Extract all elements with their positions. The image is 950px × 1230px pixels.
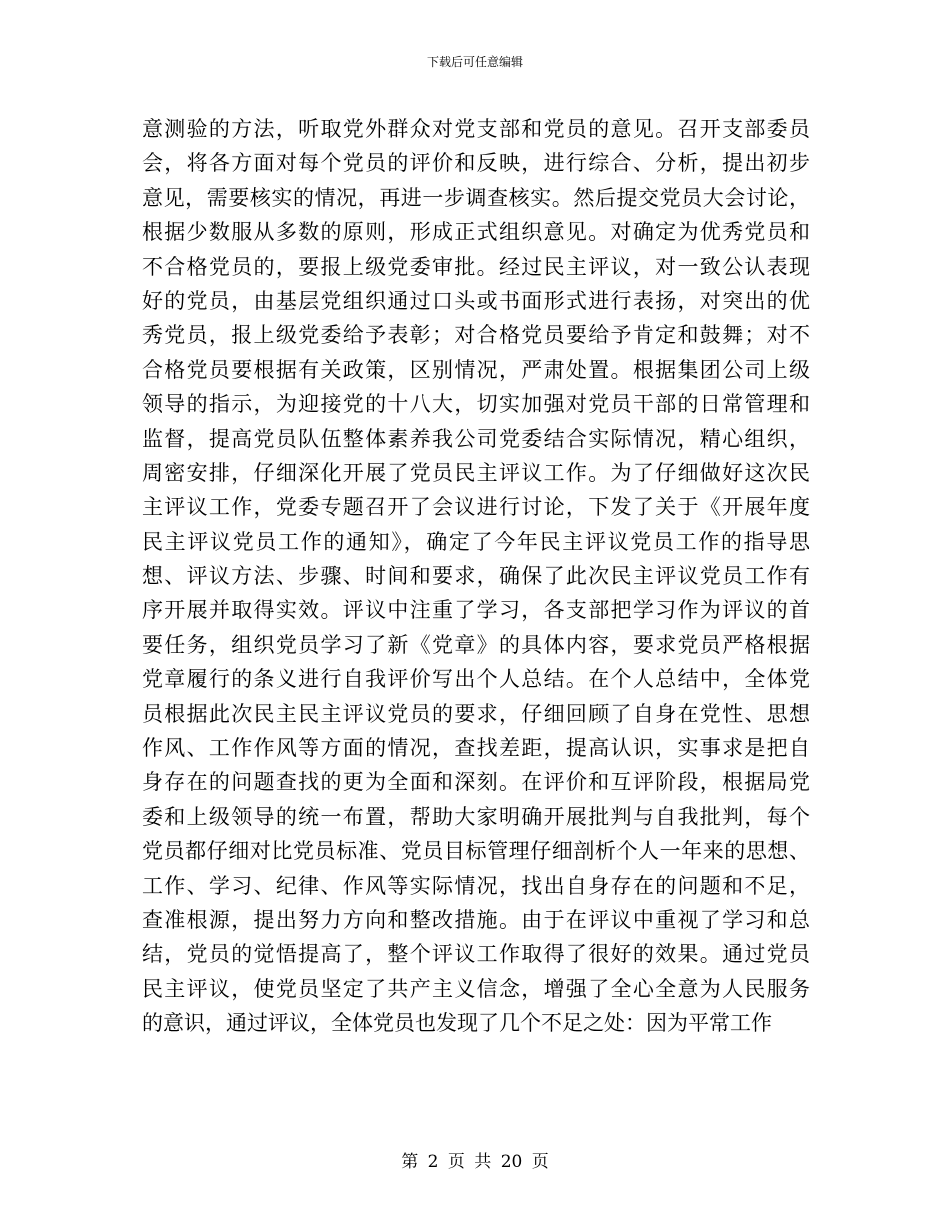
body-line: 员根据此次民主民主评议党员的要求，仔细回顾了自身在党性、思想 [142, 701, 810, 726]
body-line: 领导的指示，为迎接党的十八大，切实加强对党员干部的日常管理和 [142, 392, 810, 417]
page-header: 下载后可任意编辑 [426, 55, 523, 69]
body-line: 合格党员要根据有关政策，区别情况，严肃处置。根据集团公司上级 [142, 357, 810, 382]
body-line: 民主评议，使党员坚定了共产主义信念，增强了全心全意为人民服务 [142, 976, 810, 1001]
document-body [142, 112, 810, 1041]
body-line: 监督，提高党员队伍整体素养我公司党委结合实际情况，精心组织， [142, 426, 810, 451]
body-line: 会，将各方面对每个党员的评价和反映，进行综合、分析，提出初步 [142, 151, 810, 176]
body-line: 要任务，组织党员学习了新《党章》的具体内容，要求党员严格根据 [142, 632, 810, 657]
body-line: 周密安排，仔细深化开展了党员民主评议工作。为了仔细做好这次民 [142, 460, 810, 485]
body-line: 民主评议党员工作的通知》，确定了今年民主评议党员工作的指导思 [142, 529, 810, 554]
body-line: 序开展并取得实效。评议中注重了学习，各支部把学习作为评议的首 [142, 598, 810, 623]
body-line: 秀党员，报上级党委给予表彰；对合格党员要给予肯定和鼓舞；对不 [142, 323, 810, 348]
body-line: 查准根源，提出努力方向和整改措施。由于在评议中重视了学习和总 [142, 907, 810, 932]
body-line: 党员都仔细对比党员标准、党员目标管理仔细剖析个人一年来的思想、 [142, 839, 810, 864]
body-line: 身存在的问题查找的更为全面和深刻。在评价和互评阶段，根据局党 [142, 770, 810, 795]
body-line: 结，党员的觉悟提高了，整个评议工作取得了很好的效果。通过党员 [142, 942, 810, 967]
body-line: 意见，需要核实的情况，再进一步调查核实。然后提交党员大会讨论， [142, 185, 810, 210]
page-number-footer: 第 2 页 共 20 页 [401, 1152, 549, 1172]
body-line: 主评议工作，党委专题召开了会议进行讨论，下发了关于《开展年度 [142, 495, 810, 520]
body-line: 想、评议方法、步骤、时间和要求，确保了此次民主评议党员工作有 [142, 564, 810, 589]
body-line: 好的党员，由基层党组织通过口头或书面形式进行表扬，对突出的优 [142, 288, 810, 313]
body-line: 不合格党员的，要报上级党委审批。经过民主评议，对一致公认表现 [142, 254, 810, 279]
body-line: 意测验的方法，听取党外群众对党支部和党员的意见。召开支部委员 [142, 117, 810, 141]
body-line: 委和上级领导的统一布置，帮助大家明确开展批判与自我批判，每个 [142, 804, 810, 829]
body-line: 党章履行的条义进行自我评价写出个人总结。在个人总结中，全体党 [142, 667, 810, 692]
body-line: 根据少数服从多数的原则，形成正式组织意见。对确定为优秀党员和 [142, 220, 810, 245]
body-line: 的意识，通过评议，全体党员也发现了几个不足之处：因为平常工作 [142, 1011, 772, 1036]
body-line: 工作、学习、纪律、作风等实际情况，找出自身存在的问题和不足， [142, 873, 810, 898]
body-line: 作风、工作作风等方面的情况，查找差距，提高认识，实事求是把自 [142, 736, 810, 761]
